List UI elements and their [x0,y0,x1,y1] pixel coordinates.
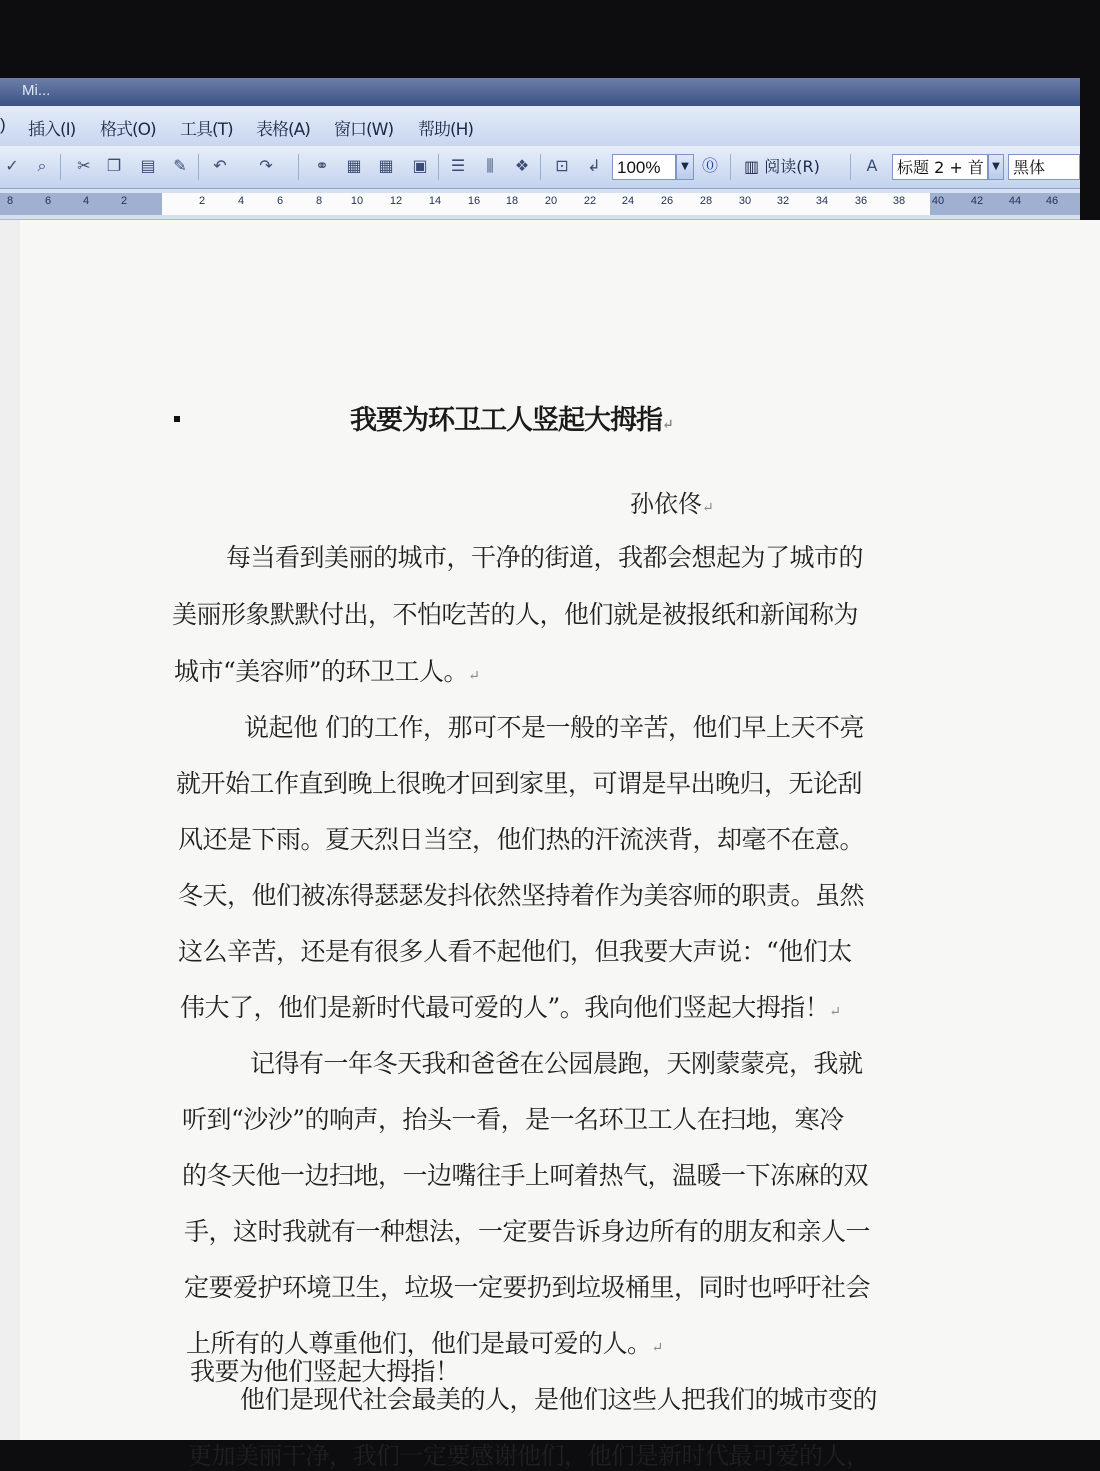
body-line[interactable]: 伟大了，他们是新时代最可爱的人”。我向他们竖起大拇指！↵ [180,993,841,1022]
pilcrow-icon[interactable]: ↲ [587,156,601,175]
ruler-tick: 6 [44,195,52,207]
hyperlink-icon[interactable]: ⚭ [315,156,329,175]
title-text: 我要为环卫工人竖起大拇指 [350,405,662,436]
ruler-tick: 8 [315,195,323,207]
read-icon: ▥ [744,157,765,176]
menu-table[interactable]: 表格(A) [256,120,310,140]
title-bar [0,78,1080,106]
ruler-tick: 42 [970,195,984,207]
document-title[interactable]: 我要为环卫工人竖起大拇指↵ [350,405,673,436]
menu-bar [0,106,1080,147]
body-line[interactable]: 说起他 们的工作，那可不是一般的辛苦，他们早上天不亮 [244,713,864,742]
styles-icon[interactable]: A [866,156,878,175]
ruler-tick: 16 [467,195,481,207]
redo-icon[interactable]: ↷ [259,156,273,175]
help-icon[interactable]: ⓪ [701,156,718,175]
author-text: 孙依佟 [630,490,702,518]
body-line[interactable]: 每当看到美丽的城市，干净的街道，我都会想起为了城市的 [226,543,864,572]
menu-format[interactable]: 格式(O) [100,120,156,140]
body-line[interactable]: 风还是下雨。夏天烈日当空，他们热的汗流浃背，却毫不在意。 [178,825,865,854]
body-line[interactable]: 手，这时我就有一种想法，一定要告诉身边所有的朋友和亲人一 [184,1217,871,1246]
font-select[interactable]: 黑体 [1008,154,1080,180]
body-line[interactable]: 冬天，他们被冻得瑟瑟发抖依然坚持着作为美容师的职责。虽然 [178,881,865,910]
bullet-marker [174,416,180,422]
body-line[interactable]: 城市“美容师”的环卫工人。↵ [174,657,480,686]
body-line[interactable]: 就开始工作直到晚上很晚才回到家里，可谓是早出晚归，无论刮 [176,769,863,798]
body-line[interactable]: 听到“沙沙”的响声，抬头一看，是一名环卫工人在扫地，寒冷 [182,1105,844,1134]
ruler-tick: 34 [815,195,829,207]
ruler-tick: 10 [350,195,364,207]
show-hide-icon[interactable]: ⊡ [555,156,569,175]
ruler-tick: 12 [389,195,403,207]
body-line[interactable]: 上所有的人尊重他们，他们是最可爱的人。↵ [186,1329,663,1358]
document-map-icon[interactable]: ❖ [514,156,530,175]
ruler-tick: 6 [276,195,284,207]
menu-insert[interactable]: 插入(I) [28,120,76,140]
read-label: 阅读(R) [764,157,820,176]
ruler-tick: 38 [892,195,906,207]
paste-icon[interactable]: ▤ [140,156,156,175]
cut-icon[interactable]: ✂ [77,156,91,175]
body-line[interactable]: 的冬天他一边扫地，一边嘴往手上呵着热气，温暖一下冻麻的双 [182,1161,869,1190]
ruler-tick: 36 [854,195,868,207]
ruler-tick: 28 [699,195,713,207]
ruler-tick: 4 [82,195,90,207]
ruler-tick: 30 [738,195,752,207]
standard-toolbar [0,146,1080,189]
body-line[interactable]: 他们是现代社会最美的人，是他们这些人把我们的城市变的 [240,1385,878,1414]
menu-edge-fragment: ) [0,115,6,134]
read-button[interactable] [740,154,824,180]
insert-table-icon[interactable]: ▦ [378,156,394,175]
copy-icon[interactable]: ❐ [106,156,122,175]
body-line[interactable]: 这么辛苦，还是有很多人看不起他们，但我要大声说：“他们太 [178,937,852,966]
research-icon[interactable]: ⌕ [37,156,47,175]
ruler-tick: 14 [428,195,442,207]
ruler-tick: 4 [237,195,245,207]
zoom-input[interactable]: 100% [612,154,676,180]
columns-icon[interactable]: ☰ [450,156,466,175]
body-line[interactable]: 定要爱护环境卫生，垃圾一定要扔到垃圾桶里，同时也呼吁社会 [184,1273,871,1302]
document-author[interactable]: 孙依佟↵ [630,490,714,518]
word-window [0,78,1080,1470]
ruler-tick: 8 [6,195,14,207]
insert-excel-icon[interactable]: ▣ [412,156,428,175]
style-dropdown-icon[interactable]: ▼ [988,154,1004,180]
app-name: Mi... [22,82,51,99]
body-line[interactable]: 我要为他们竖起大拇指！ [190,1357,460,1386]
zoom-dropdown-icon[interactable]: ▼ [676,154,694,180]
drawing-icon[interactable]: ⫼ [486,156,494,175]
style-select[interactable]: 标题 2 + 首 [892,154,988,180]
ruler-tick: 24 [621,195,635,207]
ruler-tick: 32 [776,195,790,207]
format-painter-icon[interactable]: ✎ [173,156,187,175]
horizontal-ruler[interactable] [0,189,1080,220]
menu-window[interactable]: 窗口(W) [334,120,394,140]
ruler-tick: 22 [583,195,597,207]
document-area[interactable] [0,220,1080,1470]
ruler-tick: 2 [198,195,206,207]
menu-help[interactable]: 帮助(H) [418,120,474,140]
ruler-tick: 20 [544,195,558,207]
undo-icon[interactable]: ↶ [213,156,227,175]
ruler-tick: 40 [931,195,945,207]
body-line[interactable]: 美丽形象默默付出，不怕吃苦的人，他们就是被报纸和新闻称为 [172,600,859,629]
body-line[interactable]: 更加美丽干净，我们一定要感谢他们，他们是新时代最可爱的人， [188,1442,870,1470]
spell-icon[interactable]: ✓ [5,156,19,175]
ruler-tick: 2 [120,195,128,207]
menu-tools[interactable]: 工具(T) [180,120,233,140]
ruler-tick: 46 [1045,195,1059,207]
tables-borders-icon[interactable]: ▦ [346,156,362,175]
body-line[interactable]: 记得有一年冬天我和爸爸在公园晨跑，天刚蒙蒙亮，我就 [250,1049,863,1078]
ruler-tick: 18 [505,195,519,207]
ruler-tick: 44 [1008,195,1022,207]
document-page[interactable] [20,220,1100,1470]
ruler-tick: 26 [660,195,674,207]
